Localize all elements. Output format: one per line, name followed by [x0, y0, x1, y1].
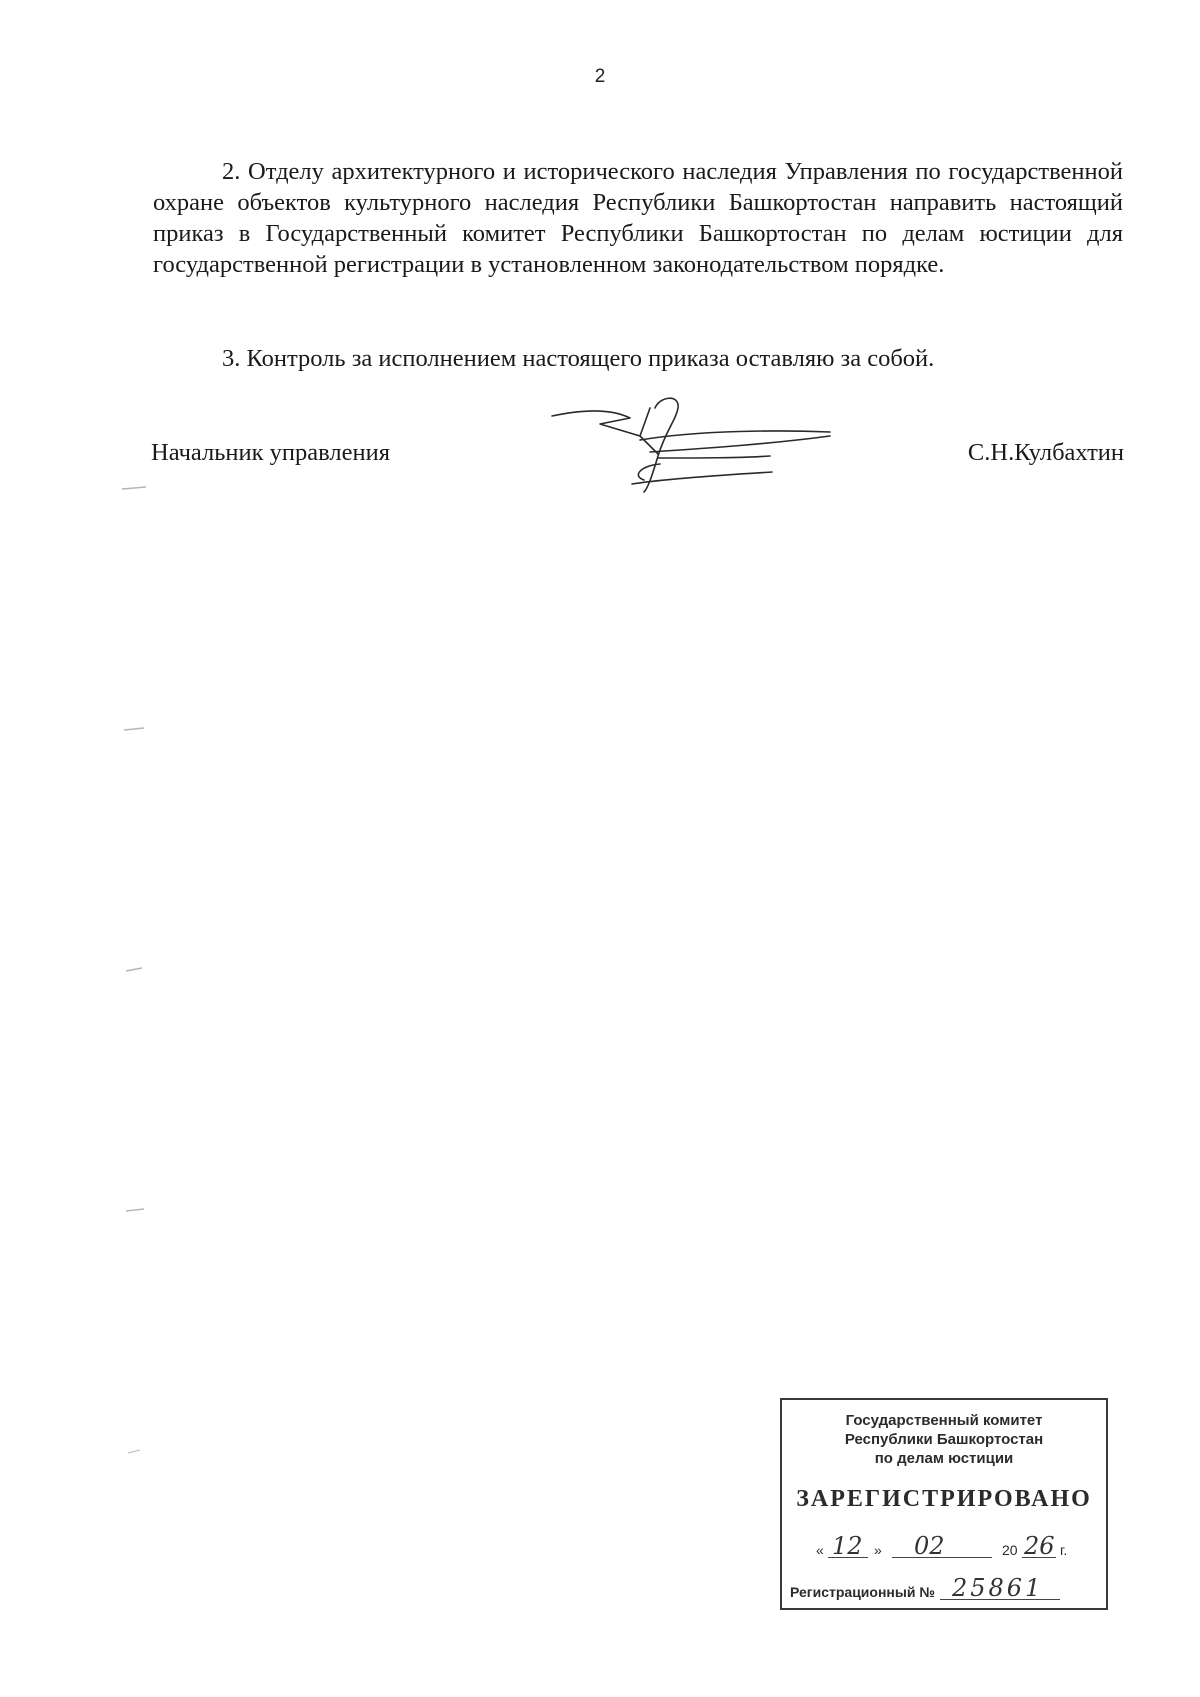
- stamp-authority-line-2: Республики Башкортостан: [844, 1431, 1044, 1448]
- stamp-reg-label: Регистрационный №: [790, 1584, 935, 1600]
- signatory-position: Начальник управления: [151, 439, 390, 466]
- registration-stamp: [780, 1398, 1108, 1610]
- stamp-reg-number: 25861: [952, 1574, 1044, 1602]
- paragraph-3: 3. Контроль за исполнением настоящего приказа оставляю за собой.: [222, 345, 935, 372]
- stamp-registration-number: [790, 1572, 1100, 1604]
- stamp-day: 12: [832, 1532, 863, 1560]
- date-close-quote: »: [874, 1542, 882, 1558]
- margin-mark: [120, 1446, 150, 1456]
- stamp-authority-line-1: Государственный комитет: [845, 1412, 1043, 1429]
- paragraph-2: 2. Отделу архитектурного и исторического наследия Управления по государственной охране объектов культурного наследия Республики Башкортостан направить настоящий приказ в Государственный комитет Республики Башкортостан по делам юстиции для государственной регистрации в установленном законодательством порядке.: [153, 158, 1123, 278]
- stamp-year-unit: г.: [1060, 1542, 1068, 1558]
- margin-mark: [120, 724, 150, 734]
- handwritten-signature: [540, 396, 900, 496]
- date-open-quote: «: [816, 1542, 824, 1558]
- stamp-year-prefix: 20: [1002, 1542, 1018, 1558]
- stamp-authority-line-3: по делам юстиции: [874, 1450, 1014, 1467]
- stamp-year: 26: [1024, 1532, 1055, 1560]
- page-number: 2: [594, 66, 606, 87]
- stamp-date: [810, 1530, 1090, 1562]
- margin-mark: [120, 1205, 150, 1215]
- margin-mark: [120, 483, 150, 493]
- margin-mark: [120, 965, 150, 975]
- stamp-registered-label: ЗАРЕГИСТРИРОВАНО: [796, 1486, 1092, 1512]
- signatory-name: С.Н.Кулбахтин: [967, 439, 1124, 466]
- stamp-month: 02: [914, 1532, 945, 1560]
